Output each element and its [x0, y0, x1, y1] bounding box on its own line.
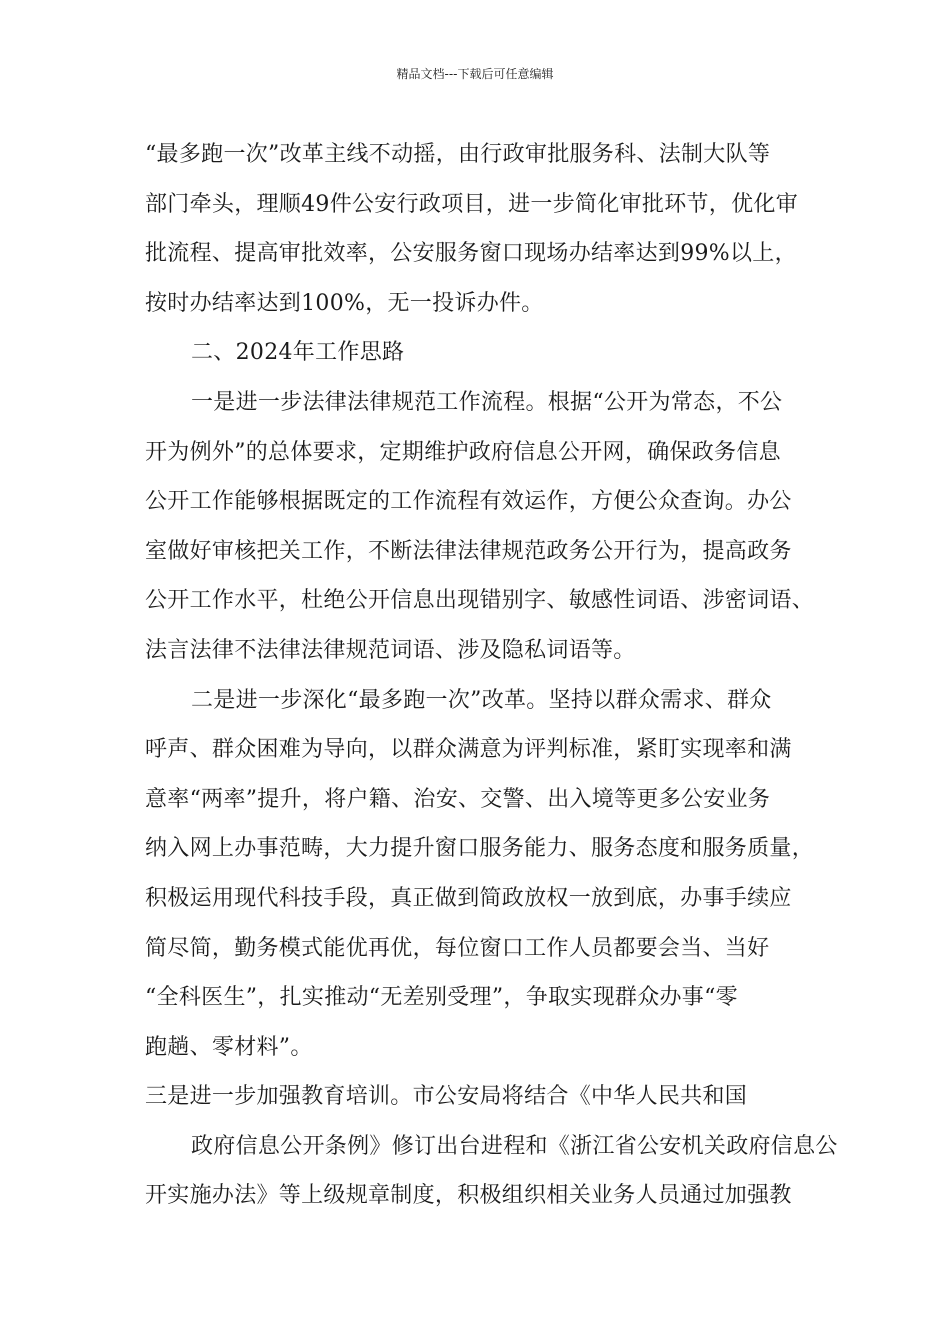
text-line: 意率“两率”提升，将户籍、治安、交警、出入境等更多公安业务 [145, 786, 771, 812]
text-line: 公开工作能够根据既定的工作流程有效运作，方便公众查询。办公 [145, 489, 792, 515]
text-line: 纳入网上办事范畴，大力提升窗口服务能力、服务态度和服务质量， [145, 836, 815, 862]
text-line: 开实施办法》等上级规章制度，积极组织相关业务人员通过加强教 [145, 1183, 792, 1209]
section-heading: 二、2024年工作思路 [191, 340, 405, 366]
text-line: 呼声、群众困难为导向，以群众满意为评判标准，紧盯实现率和满 [145, 737, 792, 763]
text-line: 跑趟、零材料”。 [145, 1034, 313, 1060]
text-line: “全科医生”，扎实推动“无差别受理”，争取实现群众办事“零 [145, 985, 738, 1011]
text-line: 按时办结率达到100%，无一投诉办件。 [145, 290, 544, 316]
page-header: 精品文档---下载后可任意编辑 [396, 67, 554, 81]
text-line: 公开工作水平，杜绝公开信息出现错别字、敏感性词语、涉密词语、 [145, 588, 815, 614]
text-line: 政府信息公开条例》修订出台进程和《浙江省公安机关政府信息公 [191, 1133, 838, 1159]
text-line: “最多跑一次”改革主线不动摇，由行政审批服务科、法制大队等 [145, 142, 771, 167]
text-line: 开为例外”的总体要求，定期维护政府信息公开网，确保政务信息 [145, 439, 781, 465]
text-line: 三是进一步加强教育培训。市公安局将结合《中华人民共和国 [145, 1084, 748, 1110]
document-body [145, 130, 838, 1221]
text-line: 室做好审核把关工作，不断法律法律规范政务公开行为，提高政务 [145, 538, 792, 564]
text-line: 法言法律不法律法律规范词语、涉及隐私词语等。 [145, 637, 636, 663]
text-line: 批流程、提高审批效率，公安服务窗口现场办结率达到99%以上， [145, 241, 797, 267]
text-line: 二是进一步深化“最多跑一次”改革。坚持以群众需求、群众 [191, 687, 772, 713]
text-line: 积极运用现代科技手段，真正做到简政放权一放到底，办事手续应 [145, 885, 792, 911]
text-line: 部门牵头，理顺49件公安行政项目，进一步简化审批环节，优化审 [145, 191, 798, 217]
text-line: 一是进一步法律法律规范工作流程。根据“公开为常态，不公 [191, 389, 783, 415]
text-line: 简尽简，勤务模式能优再优，每位窗口工作人员都要会当、当好 [145, 935, 770, 961]
